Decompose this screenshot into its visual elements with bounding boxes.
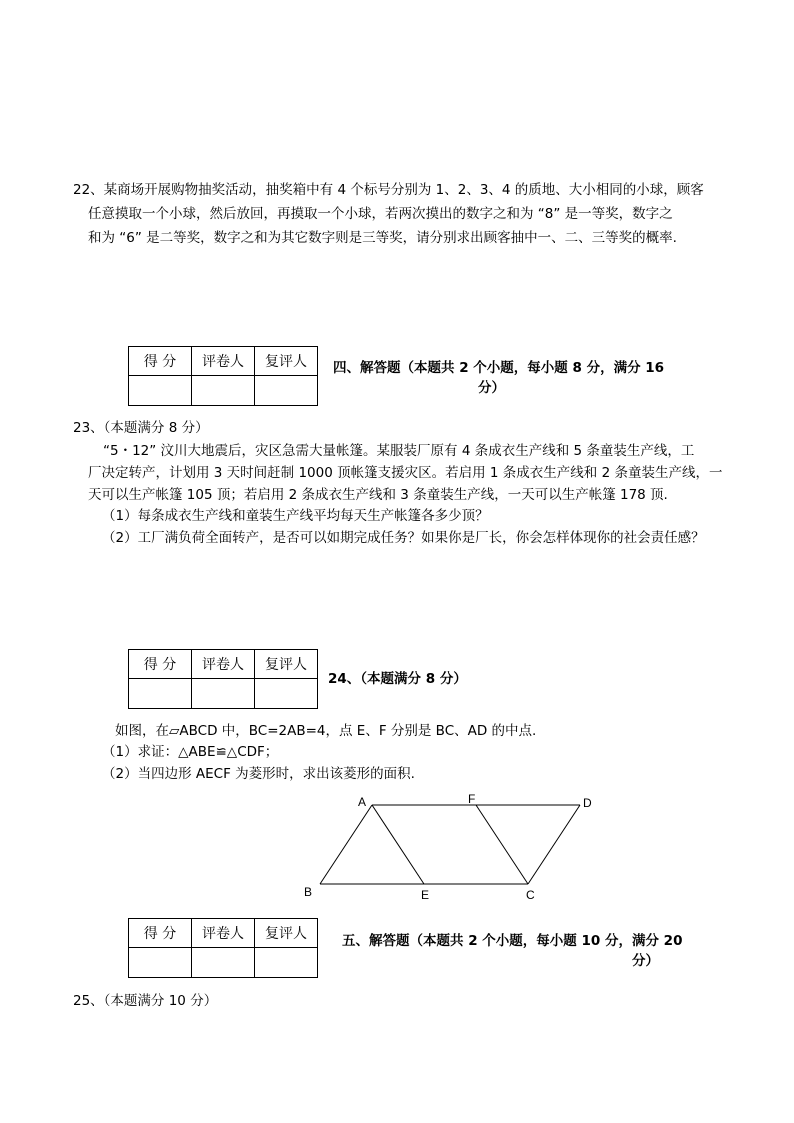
label-D: D — [583, 796, 592, 810]
score-header: 得 分 — [129, 919, 192, 948]
label-F: F — [468, 792, 476, 806]
grader-header: 评卷人 — [192, 919, 255, 948]
section5-heading-cont: 分） — [632, 953, 659, 969]
q22-line3: 和为 “6” 是二等奖，数字之和为其它数字则是三等奖，请分别求出顾客抽中一、二、三等奖的概率. — [88, 230, 677, 246]
grader-header: 评卷人 — [192, 347, 255, 376]
q24-part2: （2）当四边形 AECF 为菱形时，求出该菱形的面积. — [102, 766, 415, 782]
label-A: A — [358, 795, 367, 809]
reviewer-header: 复评人 — [255, 650, 318, 679]
label-C: C — [526, 888, 535, 902]
reviewer-cell[interactable] — [255, 948, 318, 978]
score-table — [128, 346, 318, 406]
segment-AE — [372, 805, 424, 884]
parallelogram-figure — [296, 788, 606, 908]
section5-heading: 五、解答题（本题共 2 个小题，每小题 10 分，满分 20 — [342, 933, 683, 949]
q24-part1: （1）求证：△ABE≌△CDF； — [102, 744, 279, 760]
q24-header: 24、（本题满分 8 分） — [328, 671, 467, 687]
score-cell[interactable] — [129, 376, 192, 406]
score-cell[interactable] — [129, 948, 192, 978]
grader-cell[interactable] — [192, 679, 255, 709]
q22-line2: 任意摸取一个小球，然后放回，再摸取一个小球，若两次摸出的数字之和为 “8” 是一等奖，数字之 — [88, 206, 673, 222]
score-cell[interactable] — [129, 679, 192, 709]
q23-line3: 天可以生产帐篷 105 顶；若启用 2 条成衣生产线和 3 条童装生产线，一天可以生产帐篷 178 顶. — [88, 487, 668, 503]
q22-line1: 22、某商场开展购物抽奖活动，抽奖箱中有 4 个标号分别为 1、2、3、4 的质地、大小相同的小球，顾客 — [73, 182, 704, 198]
grader-header: 评卷人 — [192, 650, 255, 679]
q25-header: 25、（本题满分 10 分） — [73, 993, 218, 1009]
reviewer-header: 复评人 — [255, 919, 318, 948]
score-header: 得 分 — [129, 347, 192, 376]
q23-line1: “5・12” 汶川大地震后，灾区急需大量帐篷。某服装厂原有 4 条成衣生产线和 5 条童装生产线，工 — [103, 443, 695, 459]
q23-part2: （2）工厂满负荷全面转产，是否可以如期完成任务？如果你是厂长，你会怎样体现你的社会责任感？ — [102, 530, 705, 546]
segment-AB — [320, 805, 372, 884]
q23-header: 23、（本题满分 8 分） — [73, 420, 209, 436]
segment-DC — [528, 805, 580, 884]
q23-part1: （1）每条成衣生产线和童装生产线平均每天生产帐篷各多少顶？ — [102, 508, 489, 524]
score-header: 得 分 — [129, 650, 192, 679]
reviewer-header: 复评人 — [255, 347, 318, 376]
grader-cell[interactable] — [192, 376, 255, 406]
grader-cell[interactable] — [192, 948, 255, 978]
segment-FC — [476, 805, 528, 884]
section4-heading: 四、解答题（本题共 2 个小题，每小题 8 分，满分 16 — [333, 360, 665, 376]
label-B: B — [304, 885, 313, 899]
q24-intro: 如图，在▱ABCD 中，BC=2AB=4，点 E、F 分别是 BC、AD 的中点. — [115, 723, 537, 739]
reviewer-cell[interactable] — [255, 376, 318, 406]
score-table — [128, 649, 318, 709]
section4-heading-cont: 分） — [478, 380, 505, 396]
score-table — [128, 918, 318, 978]
label-E: E — [421, 888, 430, 902]
q23-line2: 厂决定转产，计划用 3 天时间赶制 1000 顶帐篷支援灾区。若启用 1 条成衣生产线和 2 条童装生产线，一 — [88, 465, 723, 481]
reviewer-cell[interactable] — [255, 679, 318, 709]
